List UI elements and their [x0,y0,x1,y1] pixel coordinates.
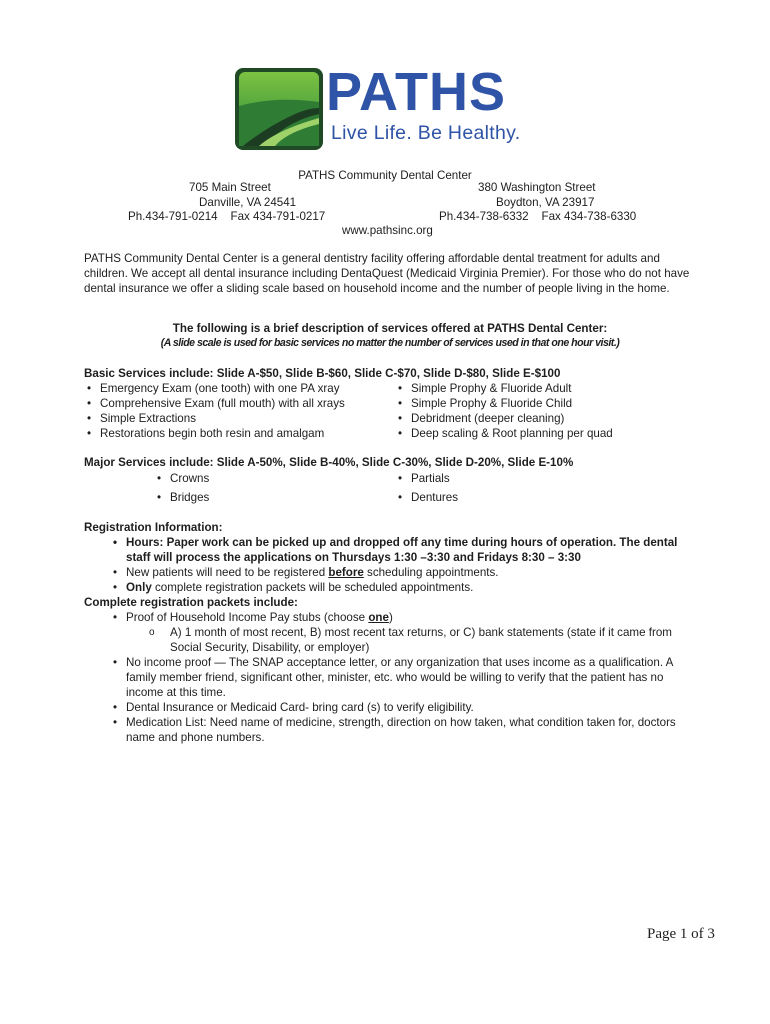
new-patients-item [126,565,499,580]
list-item: • Debridment (deeper cleaning) [411,411,564,426]
left-phones: Ph.434-791-0214 Fax 434-791-0217 [128,210,326,223]
intro-paragraph: PATHS Community Dental Center is a general dentistry facility offering affordable dental treatment for adults and children. We accept all dental insurance including DentaQuest (Medicaid Virginia Premier). For those who do not have dental insurance we offer a sliding scale based on household income and the number of people living in the home. [84,252,690,296]
packets-heading: Complete registration packets include: [84,596,298,609]
only-emphasis: Only [126,581,152,594]
sub-bullet-marker: o [149,627,155,638]
left-street: 705 Main Street [189,181,271,194]
list-item: • Crowns [170,471,209,486]
list-item: • Dentures [411,490,458,505]
basic-services-heading: Basic Services include: Slide A-$50, Slide B-$60, Slide C-$70, Slide D-$80, Slide E-$100 [84,367,561,380]
hours-line-1: • Hours: Paper work can be picked up and dropped off any time during hours of operation. The dental [126,535,677,550]
major-services-heading: Major Services include: Slide A-50%, Slide B-40%, Slide C-30%, Slide D-20%, Slide E-10% [84,456,574,469]
new-patients-text: New patients will need to be registered [126,566,329,579]
list-item: • Restorations begin both resin and amalgam [100,426,324,441]
list-item: • Comprehensive Exam (full mouth) with all xrays [100,396,345,411]
new-patients-rest: scheduling appointments. [363,566,499,579]
proof-close: ) [388,611,393,624]
logo-wordmark: PATHS [326,62,506,122]
list-item: • Simple Prophy & Fluoride Adult [411,381,571,396]
right-phones: Ph.434-738-6332 Fax 434-738-6330 [439,210,637,223]
no-income-item: • No income proof — The SNAP acceptance letter, or any organization that uses income as a qualification. A family member friend, significant other, minister, etc. who would be willing to verify that the patient has no income at this time. [126,655,702,700]
right-street: 380 Washington Street [478,181,596,194]
sub-item-income-sources: A) 1 month of most recent, B) most recent tax returns, or C) bank statements (state if it came from Social Security, Disability, or employer) [170,626,672,654]
medication-item: • Medication List: Need name of medicine, strength, direction on how taken, what condition taken for, doctors name and phone numbers. [126,715,702,745]
list-item: • Bridges [170,490,209,505]
registration-heading: Registration Information: [84,521,223,534]
proof-income-item [126,610,393,625]
before-emphasis: before [328,566,364,579]
paths-logo-emblem [235,68,323,150]
hours-line-2: staff will process the applications on Thursdays 1:30 –3:30 and Fridays 8:30 – 3:30 [126,551,581,564]
center-title: PATHS Community Dental Center [298,169,472,182]
left-city: Danville, VA 24541 [199,196,297,209]
logo-tagline: Live Life. Be Healthy. [331,122,521,144]
list-item: • Deep scaling & Root planning per quad [411,426,613,441]
only-complete-item [126,580,473,595]
one-emphasis: one [368,611,389,624]
list-item: • Simple Extractions [100,411,196,426]
page-number: Page 1 of 3 [647,926,715,942]
services-note: (A slide scale is used for basic services no matter the number of services used in that one hour visit.) [160,337,620,349]
list-item: • Partials [411,471,450,486]
only-complete-text: complete registration packets will be scheduled appointments. [151,581,474,594]
logo-landscape-icon [235,68,323,150]
insurance-item: • Dental Insurance or Medicaid Card- bring card (s) to verify eligibility. [126,700,702,715]
list-item: • Simple Prophy & Fluoride Child [411,396,572,411]
list-item: • Emergency Exam (one tooth) with one PA xray [100,381,340,396]
website-link[interactable]: www.pathsinc.org [342,224,433,237]
proof-text: Proof of Household Income Pay stubs (choose [126,611,369,624]
right-city: Boydton, VA 23917 [496,196,595,209]
services-heading: The following is a brief description of services offered at PATHS Dental Center: [172,322,608,335]
